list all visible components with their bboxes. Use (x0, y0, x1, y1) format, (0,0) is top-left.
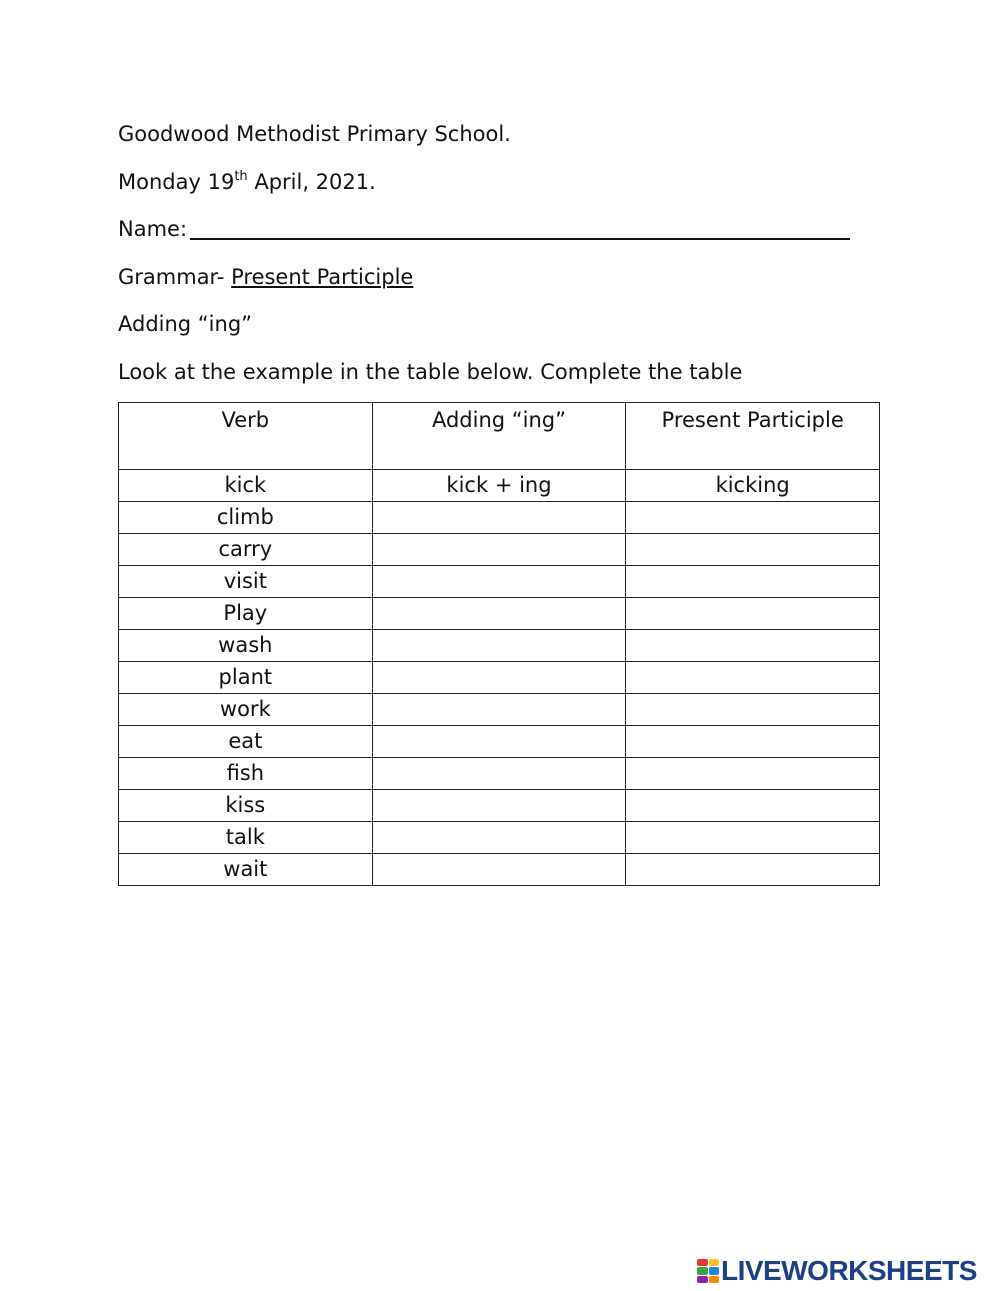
verb-cell: carry (119, 534, 373, 566)
adding-answer-cell[interactable] (372, 758, 626, 790)
logo-block (697, 1267, 708, 1274)
table-row (119, 630, 880, 662)
participle-answer-cell[interactable] (626, 502, 880, 534)
column-header-verb: Verb (119, 403, 373, 470)
name-label: Name: (118, 217, 188, 241)
adding-answer-cell[interactable] (372, 630, 626, 662)
participle-answer-cell[interactable] (626, 566, 880, 598)
verb-cell: talk (119, 822, 373, 854)
example-row (119, 470, 880, 502)
table-row (119, 758, 880, 790)
participle-answer-cell[interactable] (626, 694, 880, 726)
verb-cell: Play (119, 598, 373, 630)
table-row (119, 662, 880, 694)
liveworksheets-logo[interactable] (697, 1257, 977, 1285)
grammar-line (118, 264, 413, 290)
participle-answer-cell[interactable] (626, 534, 880, 566)
adding-answer-cell[interactable] (372, 694, 626, 726)
name-input-line[interactable] (190, 238, 850, 240)
adding-answer-cell[interactable] (372, 502, 626, 534)
participle-answer-cell[interactable] (626, 758, 880, 790)
example-verb: kick (119, 470, 373, 502)
participle-answer-cell[interactable] (626, 630, 880, 662)
example-adding: kick + ing (372, 470, 626, 502)
adding-answer-cell[interactable] (372, 662, 626, 694)
verb-cell: visit (119, 566, 373, 598)
logo-block (709, 1276, 720, 1283)
table-row (119, 790, 880, 822)
verb-cell: kiss (119, 790, 373, 822)
date-suffix: April, 2021. (247, 170, 376, 194)
date-ordinal: th (234, 169, 248, 184)
participle-answer-cell[interactable] (626, 662, 880, 694)
adding-answer-cell[interactable] (372, 790, 626, 822)
table-row (119, 534, 880, 566)
date-prefix: Monday 19 (118, 170, 235, 194)
logo-block (709, 1267, 720, 1274)
column-header-adding: Adding “ing” (372, 403, 626, 470)
participle-answer-cell[interactable] (626, 854, 880, 886)
logo-block (697, 1259, 708, 1266)
grammar-topic: Present Participle (231, 265, 414, 289)
grammar-prefix: Grammar- (118, 265, 232, 289)
table-row (119, 854, 880, 886)
logo-text: LIVEWORKSHEETS (721, 1255, 977, 1286)
participle-answer-cell[interactable] (626, 726, 880, 758)
verb-cell: eat (119, 726, 373, 758)
participle-answer-cell[interactable] (626, 598, 880, 630)
adding-answer-cell[interactable] (372, 566, 626, 598)
adding-answer-cell[interactable] (372, 598, 626, 630)
verb-cell: wash (119, 630, 373, 662)
table-row (119, 822, 880, 854)
adding-answer-cell[interactable] (372, 726, 626, 758)
example-participle: kicking (626, 470, 880, 502)
instructions: Look at the example in the table below. Complete the table (118, 360, 743, 384)
verb-cell: plant (119, 662, 373, 694)
subtitle: Adding “ing” (118, 312, 253, 336)
liveworksheets-logo-icon (697, 1259, 719, 1283)
verb-cell: climb (119, 502, 373, 534)
table-row (119, 566, 880, 598)
date-line (118, 169, 376, 195)
verb-cell: fish (119, 758, 373, 790)
logo-block (709, 1259, 720, 1266)
table-row (119, 726, 880, 758)
participle-answer-cell[interactable] (626, 822, 880, 854)
column-header-participle: Present Participle (626, 403, 880, 470)
table-row (119, 502, 880, 534)
adding-answer-cell[interactable] (372, 822, 626, 854)
table-row (119, 598, 880, 630)
table-row (119, 694, 880, 726)
table-header-row (119, 403, 880, 470)
verb-cell: wait (119, 854, 373, 886)
participle-answer-cell[interactable] (626, 790, 880, 822)
logo-block (697, 1276, 708, 1283)
adding-answer-cell[interactable] (372, 854, 626, 886)
verb-table (118, 402, 880, 886)
verb-cell: work (119, 694, 373, 726)
adding-answer-cell[interactable] (372, 534, 626, 566)
school-name: Goodwood Methodist Primary School. (118, 122, 511, 146)
